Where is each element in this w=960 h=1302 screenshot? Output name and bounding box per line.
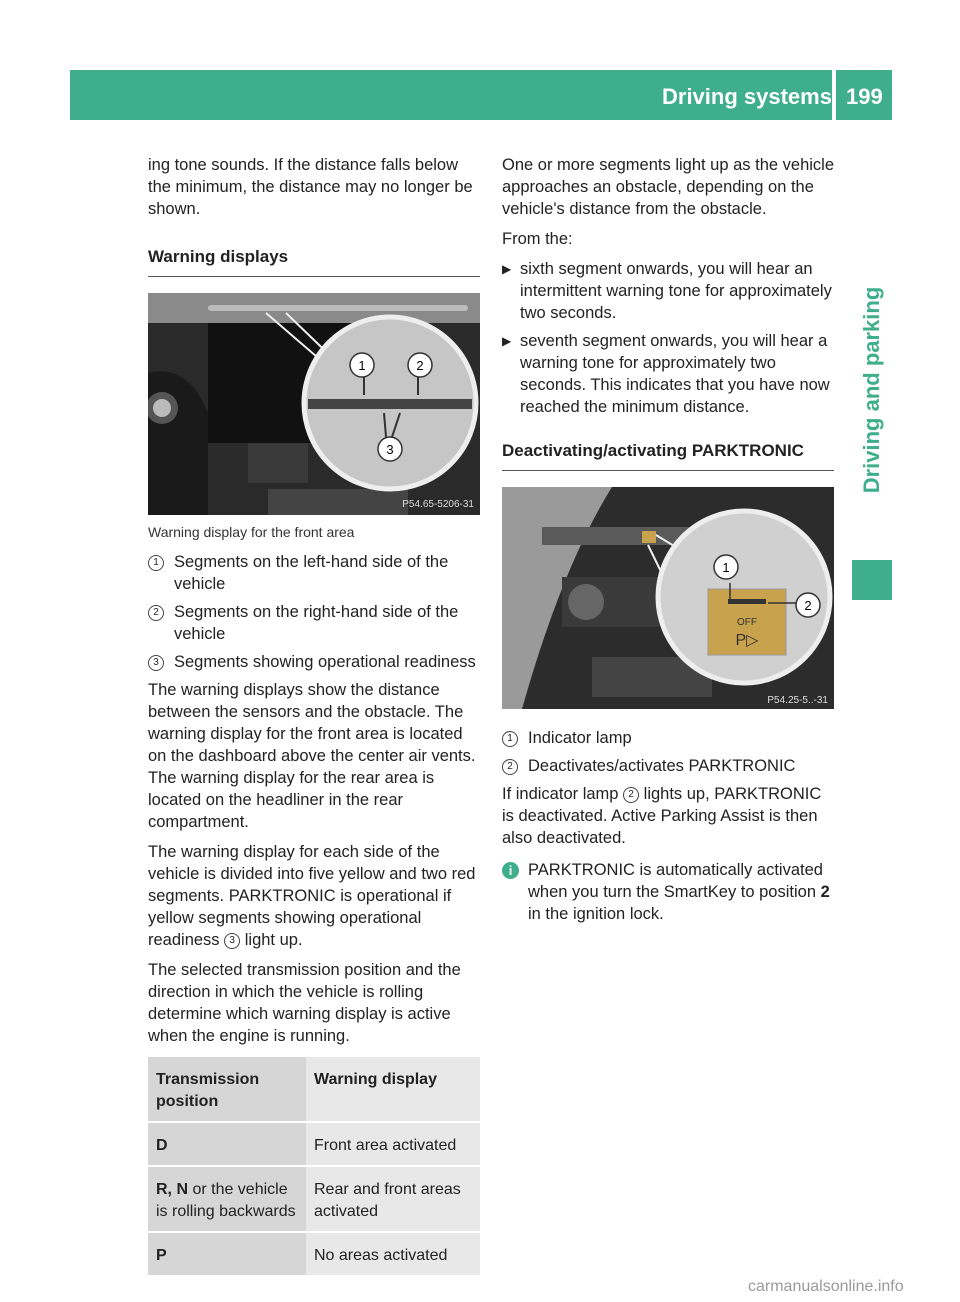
chapter-marker [852,560,892,600]
front-warning-display-photo [148,293,480,521]
table-header: Warning display [306,1057,480,1121]
legend-item [148,651,480,673]
table-row: R, N or the vehicle is rolling backwards Rear and front areas activated [148,1165,480,1231]
position-value: D [156,1137,168,1154]
parktronic-button-photo [502,487,834,715]
legend-item [502,755,834,777]
info-text: PARKTRONIC is automatically activated when you turn the SmartKey to position 2 in the ignition lock. [528,861,830,923]
table-header-row [148,1057,480,1121]
legend-number: 1 [148,555,164,571]
legend-number: 2 [502,759,518,775]
image-code: P54.65-5206-31 [402,499,474,510]
info-note [502,859,834,925]
callout-1: 1 [722,560,730,575]
bullet-icon: ▶ [502,262,512,276]
table-header: Transmission position [148,1057,306,1121]
image-code: P54.25-5..-31 [767,695,828,706]
display-value: No areas activated [306,1231,480,1275]
position-value: P [156,1247,167,1264]
legend-number: 1 [502,731,518,747]
legend-text: Segments showing operational readiness [174,653,476,671]
info-icon: i [502,862,519,879]
watermark: carmanualsonline.info [748,1278,904,1295]
callout-2: 2 [416,358,424,373]
header-divider [832,70,836,120]
legend-text: Deactivates/activates PARKTRONIC [528,757,796,775]
display-value: Rear and front areas activated [306,1165,480,1231]
callout-3: 3 [386,442,394,457]
paragraph-indicator: If indicator lamp 2 lights up, PARKTRONIC is deactivated. Active Parking Assist is then also deactivated. [502,785,822,847]
bullet-icon: ▶ [502,334,512,348]
legend-text: Segments on the right-hand side of the vehicle [174,603,459,643]
from-label: From the: [502,230,573,248]
transmission-table [148,1057,480,1275]
page-number: 199 [846,84,883,109]
paragraph-segments: The warning display for each side of the vehicle is divided into five yellow and two red segments. PARKTRONIC is operational if yellow segments showing operational readiness 3 light up. [148,843,476,949]
inline-callout: 3 [224,933,240,949]
inline-callout: 2 [623,787,639,803]
right-column [502,154,834,925]
legend-item [148,601,480,645]
paragraph-transmission: The selected transmission position and the direction in which the vehicle is rolling determine which warning display is active when the engine is running. [148,961,461,1045]
position-value: R, N [156,1181,188,1198]
list-item: ▶ sixth segment onwards, you will hear an intermittent warning tone for approximately two seconds. [502,260,832,322]
callout-2: 2 [804,598,812,613]
figure-caption: Warning display for the front area [148,524,355,540]
table-row [148,1121,480,1165]
callout-1: 1 [358,358,366,373]
center-console-illustration [502,487,834,709]
paragraph-warning-location: The warning displays show the distance between the sensors and the obstacle. The warning display for the front area is located on the dashboard above the center air vents. The warning display for the rear area is located on the headliner in the rear compartment. [148,681,476,831]
display-value: Front area activated [306,1121,480,1165]
dashboard-illustration [148,293,480,515]
legend-number: 2 [148,605,164,621]
legend-item [148,551,480,595]
parking-icon: P▷ [735,632,759,649]
chapter-tab [852,240,892,540]
intro-paragraph: ing tone sounds. If the distance falls below the minimum, the distance may no longer be shown. [148,156,473,218]
off-label: OFF [737,617,757,628]
section-title: Driving systems [662,84,832,109]
deactivating-heading: Deactivating/activating PARKTRONIC [502,440,834,471]
list-item: ▶ seventh segment onwards, you will hear a warning tone for approximately two seconds. This indicates that you have now reached the minimum distance. [502,332,830,416]
legend-number: 3 [148,655,164,671]
warning-displays-heading: Warning displays [148,246,480,277]
left-column [148,154,480,1275]
legend-item [502,727,834,749]
legend-text: Indicator lamp [528,729,632,747]
chapter-tab-label: Driving and parking [859,286,884,494]
legend-text: Segments on the left-hand side of the vehicle [174,553,449,593]
paragraph-segments-light: One or more segments light up as the vehicle approaches an obstacle, depending on the vehicle's distance from the obstacle. [502,156,835,218]
table-row [148,1231,480,1275]
